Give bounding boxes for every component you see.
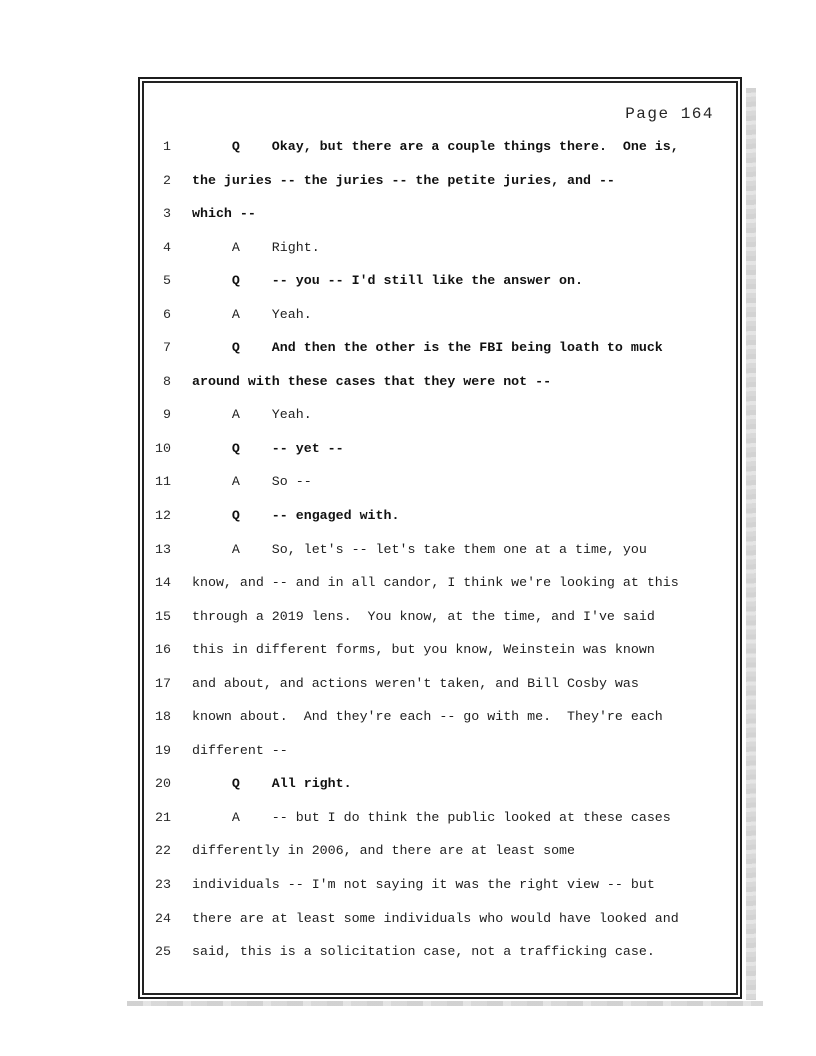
line-text: said, this is a solicitation case, not a trafficking case. [192, 944, 655, 960]
transcript-line [144, 566, 736, 600]
transcript-line [144, 298, 736, 332]
line-text: Q -- yet -- [192, 440, 344, 456]
transcript-line [144, 164, 736, 198]
transcript-line [144, 231, 736, 265]
line-text: there are at least some individuals who would have looked and [192, 910, 679, 926]
transcript-line [144, 667, 736, 701]
line-text: through a 2019 lens. You know, at the time, and I've said [192, 608, 655, 624]
transcript-line [144, 600, 736, 634]
line-number: 19 [155, 742, 171, 758]
transcript-line [144, 734, 736, 768]
transcript-body [144, 130, 736, 969]
line-number: 14 [155, 575, 171, 591]
line-number: 9 [163, 407, 171, 423]
line-number: 13 [155, 541, 171, 557]
line-number: 2 [163, 172, 171, 188]
line-number: 5 [163, 273, 171, 289]
line-number: 11 [155, 474, 171, 490]
line-text: know, and -- and in all candor, I think we're looking at this [192, 575, 679, 591]
line-text: A So -- [192, 474, 312, 490]
transcript-line [144, 432, 736, 466]
transcript-page [138, 77, 742, 999]
line-text: individuals -- I'm not saying it was the right view -- but [192, 877, 655, 893]
line-number: 18 [155, 709, 171, 725]
transcript-line [144, 398, 736, 432]
line-number: 16 [155, 642, 171, 658]
transcript-line [144, 533, 736, 567]
line-text: A -- but I do think the public looked at these cases [192, 809, 671, 825]
line-number: 7 [163, 340, 171, 356]
transcript-line [144, 365, 736, 399]
line-number: 25 [155, 944, 171, 960]
line-text: which -- [192, 206, 256, 222]
line-text: Q -- you -- I'd still like the answer on. [192, 273, 583, 289]
transcript-line [144, 935, 736, 969]
line-text: Q All right. [192, 776, 352, 792]
transcript-line [144, 902, 736, 936]
page-number-label: Page 164 [625, 105, 714, 123]
line-number: 6 [163, 306, 171, 322]
transcript-line [144, 197, 736, 231]
line-text: differently in 2006, and there are at least some [192, 843, 576, 859]
line-number: 22 [155, 843, 171, 859]
line-text: A So, let's -- let's take them one at a time, you [192, 541, 647, 557]
transcript-line [144, 801, 736, 835]
transcript-line [144, 633, 736, 667]
transcript-line [144, 264, 736, 298]
line-text: around with these cases that they were not -- [192, 373, 552, 389]
scan-artifact-right-streak [746, 88, 756, 1000]
line-number: 1 [163, 139, 171, 154]
transcript-line [144, 700, 736, 734]
line-number: 15 [155, 608, 171, 624]
line-number: 24 [155, 910, 171, 926]
line-text: different -- [192, 742, 288, 758]
transcript-line [144, 130, 736, 164]
line-text: A Yeah. [192, 306, 312, 322]
transcript-line [144, 465, 736, 499]
line-text: the juries -- the juries -- the petite juries, and -- [192, 172, 615, 188]
line-number: 8 [163, 373, 171, 389]
transcript-line [144, 331, 736, 365]
transcript-line [144, 834, 736, 868]
line-text: this in different forms, but you know, Weinstein was known [192, 642, 655, 658]
transcript-line [144, 499, 736, 533]
line-number: 17 [155, 675, 171, 691]
line-text: and about, and actions weren't taken, and Bill Cosby was [192, 675, 639, 691]
line-number: 23 [155, 877, 171, 893]
line-text: Q Okay, but there are a couple things there. One is, [192, 139, 679, 154]
line-number: 21 [155, 809, 171, 825]
line-number: 4 [163, 239, 171, 255]
line-number: 3 [163, 206, 171, 222]
line-text: A Yeah. [192, 407, 312, 423]
line-number: 10 [155, 440, 171, 456]
transcript-line [144, 868, 736, 902]
transcript-line [144, 767, 736, 801]
line-text: Q -- engaged with. [192, 508, 400, 524]
line-text: known about. And they're each -- go with me. They're each [192, 709, 663, 725]
scan-artifact-bottom-streak [127, 1001, 763, 1006]
transcript-page-inner-border [142, 81, 738, 995]
line-number: 12 [155, 508, 171, 524]
line-text: A Right. [192, 239, 320, 255]
line-text: Q And then the other is the FBI being loath to muck [192, 340, 663, 356]
line-number: 20 [155, 776, 171, 792]
